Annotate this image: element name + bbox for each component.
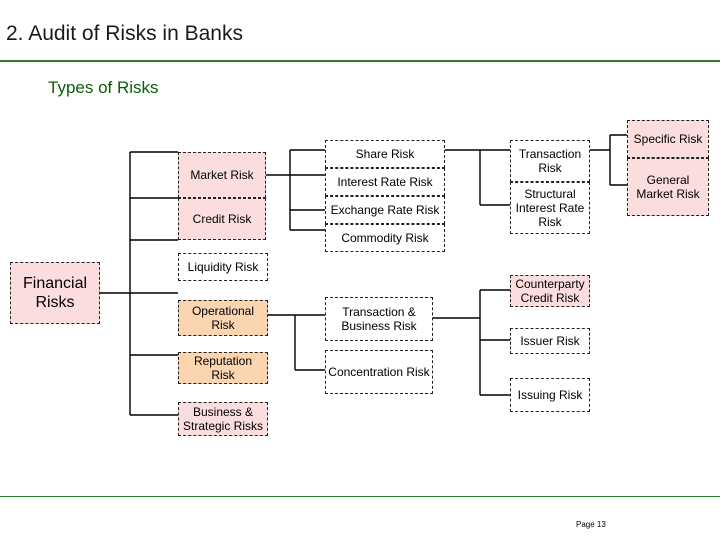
specific-risk-node: Specific Risk	[627, 120, 709, 158]
credit-risk-node: Credit Risk	[178, 198, 266, 240]
financial-risks-node: Financial Risks	[10, 262, 100, 324]
transaction-risk-node: Transaction Risk	[510, 140, 590, 182]
general-market-risk-node: General Market Risk	[627, 158, 709, 216]
counterparty-credit-risk-node: Counterparty Credit Risk	[510, 275, 590, 307]
share-risk-node: Share Risk	[325, 140, 445, 168]
commodity-risk-node: Commodity Risk	[325, 224, 445, 252]
page-title: 2. Audit of Risks in Banks	[6, 22, 243, 45]
operational-risk-node: Operational Risk	[178, 300, 268, 336]
issuing-risk-node: Issuing Risk	[510, 378, 590, 412]
section-subtitle: Types of Risks	[48, 78, 159, 97]
page-number: Page 13	[576, 520, 606, 529]
business-strategic-risks-node: Business & Strategic Risks	[178, 402, 268, 436]
exchange-rate-risk-node: Exchange Rate Risk	[325, 196, 445, 224]
reputation-risk-node: Reputation Risk	[178, 352, 268, 384]
structural-interest-rate-risk-node: Structural Interest Rate Risk	[510, 182, 590, 234]
concentration-risk-node: Concentration Risk	[325, 350, 433, 394]
footer-divider	[0, 496, 720, 497]
market-risk-node: Market Risk	[178, 152, 266, 198]
interest-rate-risk-node: Interest Rate Risk	[325, 168, 445, 196]
liquidity-risk-node: Liquidity Risk	[178, 253, 268, 281]
transaction-business-risk-node: Transaction & Business Risk	[325, 297, 433, 341]
issuer-risk-node: Issuer Risk	[510, 328, 590, 354]
